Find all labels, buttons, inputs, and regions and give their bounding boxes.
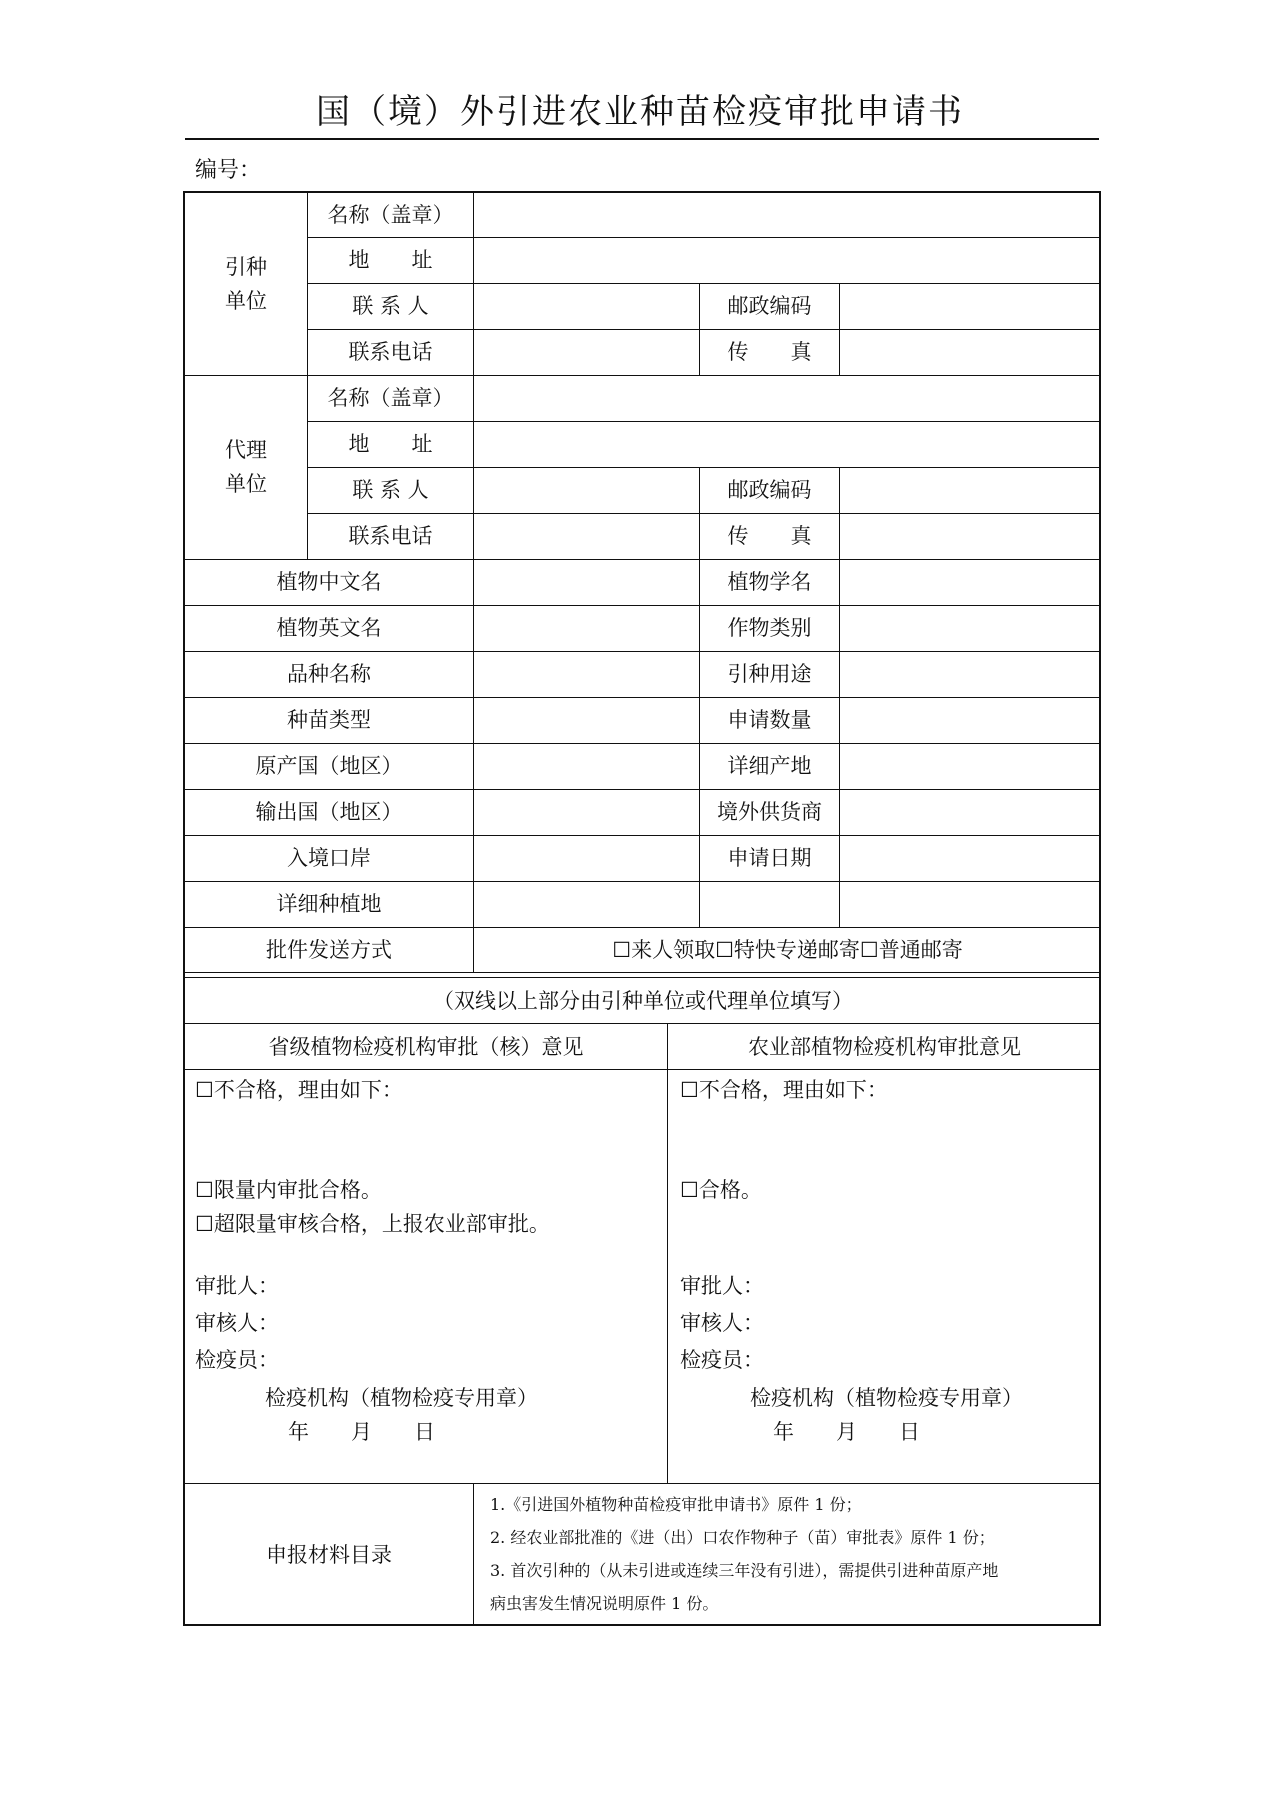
applicant-address-label: 地 址	[348, 248, 433, 272]
planting-site-field[interactable]	[474, 881, 1101, 927]
ministry-date-label: 年 月 日	[773, 1420, 920, 1444]
plant-row-4-right-field[interactable]	[840, 743, 1101, 789]
fill-in-note: （双线以上部分由引种单位或代理单位填写）	[433, 988, 853, 1013]
materials-list-label: 申报材料目录	[266, 1543, 392, 1567]
plant-row-1-right-field[interactable]	[840, 605, 1101, 651]
ministry-opinion-header: 农业部植物检疫机构审批意见	[748, 1034, 1021, 1059]
materials-item-3-continued: 病虫害发生情况说明原件 1 份。	[490, 1594, 719, 1613]
plant-row-4-right-label: 详细产地	[727, 754, 812, 778]
plant-row-6-right-field[interactable]	[840, 835, 1101, 881]
provincial-opinion-header: 省级植物检疫机构审批（核）意见	[268, 1034, 584, 1059]
double-line-upper	[185, 972, 1101, 973]
plant-row-5-left-label: 输出国（地区）	[255, 800, 403, 824]
plant-row-0-left-field[interactable]	[474, 559, 699, 605]
applicant-contact-field[interactable]	[474, 283, 699, 329]
plant-row-0-left-label: 植物中文名	[276, 570, 382, 594]
agent-contact-field[interactable]	[474, 467, 699, 513]
ministry-approver-label: 审批人：	[680, 1274, 764, 1298]
agent-fax-label: 传 真	[727, 524, 812, 548]
plant-row-2-left-label: 品种名称	[287, 662, 371, 686]
agent-address-field[interactable]	[474, 421, 1101, 467]
plant-row-1-left-label: 植物英文名	[276, 616, 382, 640]
applicant-address-field[interactable]	[474, 237, 1101, 283]
provincial-approver-label: 审批人：	[195, 1274, 279, 1298]
plant-row-4-left-field[interactable]	[474, 743, 699, 789]
plant-row-5-left-field[interactable]	[474, 789, 699, 835]
agent-fax-field[interactable]	[840, 513, 1101, 559]
provincial-fail-checkbox[interactable]: ☐不合格，理由如下：	[195, 1078, 403, 1102]
ministry-pass-checkbox[interactable]: ☐合格。	[680, 1178, 762, 1202]
plant-row-5-right-field[interactable]	[840, 789, 1101, 835]
agent-postcode-label: 邮政编码	[727, 478, 812, 502]
agent-address-label: 地 址	[348, 432, 433, 456]
plant-row-6-left-field[interactable]	[474, 835, 699, 881]
ministry-inspector-label: 检疫员：	[680, 1348, 764, 1372]
provincial-within-quota-checkbox[interactable]: ☐限量内审批合格。	[195, 1178, 382, 1202]
ministry-fail-checkbox[interactable]: ☐不合格，理由如下：	[680, 1078, 888, 1102]
provincial-seal-label: 检疫机构（植物检疫专用章）	[265, 1386, 538, 1410]
plant-row-4-left-label: 原产国（地区）	[255, 754, 403, 778]
plant-row-1-left-field[interactable]	[474, 605, 699, 651]
agent-postcode-field[interactable]	[840, 467, 1101, 513]
agent-name-field[interactable]	[474, 375, 1101, 421]
applicant-postcode-label: 邮政编码	[727, 294, 812, 318]
application-form-table	[183, 191, 1101, 1626]
planting-site-label: 详细种植地	[276, 892, 382, 916]
plant-row-3-right-field[interactable]	[840, 697, 1101, 743]
plant-row-3-left-label: 种苗类型	[287, 708, 371, 732]
agent-name-label: 名称（盖章）	[327, 386, 454, 410]
plant-row-5-right-label: 境外供货商	[717, 800, 822, 824]
applicant-fax-field[interactable]	[840, 329, 1101, 375]
applicant-phone-field[interactable]	[474, 329, 699, 375]
applicant-name-field[interactable]	[474, 193, 1101, 237]
agent-group-label: 代理 单位	[225, 438, 267, 496]
applicant-group-label: 引种 单位	[225, 255, 267, 313]
applicant-fax-label: 传 真	[727, 340, 812, 364]
serial-number-label: 编号：	[195, 158, 262, 183]
provincial-inspector-label: 检疫员：	[195, 1348, 279, 1372]
applicant-name-label: 名称（盖章）	[327, 203, 454, 227]
ministry-seal-label: 检疫机构（植物检疫专用章）	[750, 1386, 1023, 1410]
plant-row-2-left-field[interactable]	[474, 651, 699, 697]
title-underline	[185, 138, 1099, 140]
applicant-contact-label: 联 系 人	[352, 294, 429, 318]
plant-row-2-right-field[interactable]	[840, 651, 1101, 697]
agent-contact-label: 联 系 人	[352, 478, 429, 502]
column-line	[667, 1023, 668, 1483]
materials-item-3: 3. 首次引种的（从未引进或连续三年没有引进），需提供引进种苗原产地	[490, 1561, 999, 1580]
applicant-phone-label: 联系电话	[348, 340, 433, 364]
delivery-method-options[interactable]: ☐来人领取☐特快专递邮寄☐普通邮寄	[612, 937, 963, 962]
agent-phone-label: 联系电话	[348, 524, 433, 548]
plant-row-6-right-label: 申请日期	[727, 846, 812, 870]
row-line	[185, 1069, 1101, 1070]
provincial-reviewer-label: 审核人：	[195, 1311, 279, 1335]
plant-row-3-left-field[interactable]	[474, 697, 699, 743]
plant-row-6-left-label: 入境口岸	[287, 846, 371, 870]
agent-phone-field[interactable]	[474, 513, 699, 559]
plant-row-1-right-label: 作物类别	[727, 616, 812, 640]
applicant-postcode-field[interactable]	[840, 283, 1101, 329]
plant-row-2-right-label: 引种用途	[727, 662, 812, 686]
plant-row-0-right-label: 植物学名	[727, 570, 812, 594]
column-line	[473, 1483, 474, 1626]
delivery-method-label: 批件发送方式	[266, 937, 392, 962]
plant-row-0-right-field[interactable]	[840, 559, 1101, 605]
document-title: 国（境）外引进农业种苗检疫审批申请书	[316, 92, 964, 132]
provincial-over-quota-checkbox[interactable]: ☐超限量审核合格，上报农业部审批。	[195, 1212, 550, 1236]
ministry-reviewer-label: 审核人：	[680, 1311, 764, 1335]
plant-row-3-right-label: 申请数量	[727, 708, 812, 732]
provincial-date-label: 年 月 日	[288, 1420, 435, 1444]
materials-item-2: 2. 经农业部批准的《进（出）口农作物种子（苗）审批表》原件 1 份；	[490, 1528, 995, 1547]
materials-item-1: 1.《引进国外植物种苗检疫审批申请书》原件 1 份；	[490, 1495, 862, 1514]
